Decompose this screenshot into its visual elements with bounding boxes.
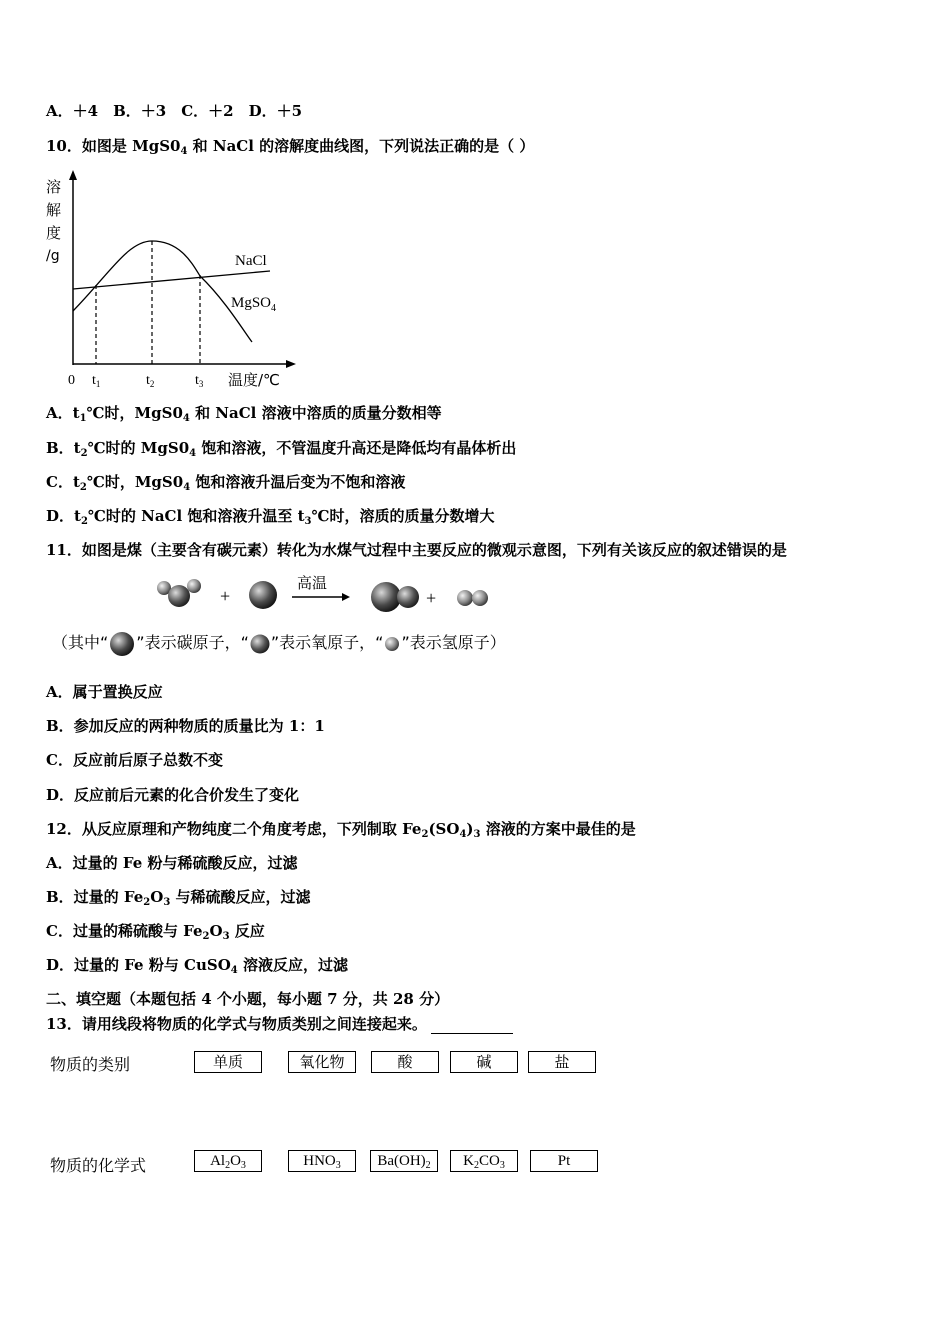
q12-c-1: C．过量的稀硫酸与 Fe (46, 922, 203, 940)
carbon-atom (371, 582, 401, 612)
x-axis-arrow (286, 360, 296, 368)
formula-box-pt[interactable]: Pt (530, 1150, 598, 1172)
mgso4-label (231, 295, 276, 314)
q10-a-2: ℃时，MgS0 (86, 404, 183, 422)
ylabel-char-2: 解 (46, 201, 62, 219)
formula-box-hno3[interactable] (288, 1150, 356, 1172)
q10-c-2: ℃时，MgS0 (86, 473, 184, 491)
tick-t3-main: t (195, 373, 199, 388)
q10-c-sub1: 2 (79, 482, 87, 493)
q12-d-sub1: 4 (230, 965, 238, 976)
tick-t2-sub: 2 (149, 379, 155, 389)
q10-option-a (46, 403, 442, 429)
row-label-formula: 物质的化学式 (50, 1156, 147, 1175)
q10-a-sub2: 4 (182, 413, 190, 424)
q12-stem-2: (SO (428, 820, 460, 838)
f4-s1: 2 (474, 1160, 479, 1171)
q12-d-1: D．过量的 Fe 粉与 CuSO (46, 956, 231, 974)
legend-carbon-atom (108, 632, 136, 656)
ylabel-char-4: /g (46, 248, 60, 264)
ylabel-char-3: 度 (46, 224, 62, 242)
f2-s1: 3 (335, 1160, 341, 1171)
formula-box-al2o3[interactable] (194, 1150, 262, 1172)
tick-t3-sub: 3 (198, 379, 204, 389)
q12-stem-1: 12．从反应原理和产物纯度二个角度考虑，下列制取 Fe (46, 820, 422, 838)
q12-stem-sub1: 2 (421, 829, 429, 840)
q10-b-sub2: 4 (189, 448, 197, 459)
tick-t1-main: t (92, 373, 96, 388)
q10-a-1: A．t (46, 404, 80, 422)
answer-blank[interactable] (431, 1017, 513, 1034)
co-molecule (371, 582, 419, 612)
legend-part-1: （其中“ (52, 633, 109, 652)
mgso4-label-text: MgSO (231, 295, 272, 311)
solubility-chart (40, 168, 310, 393)
q12-stem-sub2: 4 (459, 829, 467, 840)
q10-c-sub2: 4 (183, 482, 191, 493)
q10-option-b (46, 438, 516, 464)
hydrogen-atom (457, 590, 473, 606)
legend-part-4: ”表示氢原子） (401, 633, 506, 652)
f3-s1: 2 (425, 1160, 431, 1171)
carbon-atom (249, 581, 277, 609)
q10-b-sub1: 2 (80, 448, 88, 459)
q10-stem-post: 和 NaCl 的溶解度曲线图，下列说法正确的是（ ） (187, 137, 535, 155)
hydrogen-atom (187, 579, 201, 593)
q10-c-3: 饱和溶液升温后变为不饱和溶液 (190, 473, 406, 491)
f3-a: Ba(OH) (377, 1153, 426, 1169)
q10-d-1: D．t (46, 507, 81, 525)
q12-c-sub2: 3 (222, 931, 230, 942)
plus-sign: + (220, 586, 231, 606)
legend-part-3: ”表示氧原子，“ (270, 633, 384, 652)
category-box-acid[interactable]: 酸 (371, 1051, 439, 1073)
q12-option-a: A．过量的 Fe 粉与稀硫酸反应，过滤 (46, 854, 298, 872)
tick-t2 (146, 373, 154, 389)
legend-oxygen-atom (249, 633, 271, 655)
q12-b-sub1: 2 (143, 897, 151, 908)
q11-option-b: B．参加反应的两种物质的质量比为 1：1 (46, 717, 325, 735)
q10-b-1: B．t (46, 439, 81, 457)
q12-stem (46, 819, 636, 845)
f1-b: O (230, 1153, 241, 1169)
xlabel: 温度/℃ (228, 371, 280, 389)
q13-stem-text: 13．请用线段将物质的化学式与物质类别之间连接起来。 (46, 1015, 427, 1033)
mgso4-label-sub: 4 (271, 303, 277, 314)
q10-d-sub2: 3 (304, 516, 312, 527)
section-2-heading: 二、填空题（本题包括 4 个小题，每小题 7 分，共 28 分） (46, 990, 450, 1008)
origin-label: 0 (68, 373, 75, 388)
q11-option-c: C．反应前后原子总数不变 (46, 751, 223, 769)
legend-part-2: ”表示碳原子，“ (136, 633, 249, 652)
mgso4-curve (73, 241, 252, 342)
q10-b-3: 饱和溶液，不管温度升高还是降低均有晶体析出 (196, 439, 517, 457)
f2-a: HNO (303, 1153, 336, 1169)
q12-d-2: 溶液反应，过滤 (237, 956, 348, 974)
plus-sign: + (426, 588, 437, 608)
category-box-element[interactable]: 单质 (194, 1051, 262, 1073)
oxygen-atom (397, 586, 419, 608)
f1-s2: 3 (240, 1160, 246, 1171)
q12-option-d (46, 955, 348, 981)
h2-molecule (457, 590, 488, 606)
q10-d-sub1: 2 (80, 516, 88, 527)
row-label-category: 物质的类别 (50, 1055, 131, 1074)
q10-stem (46, 136, 534, 162)
category-box-oxide[interactable]: 氧化物 (288, 1051, 356, 1073)
q10-stem-sub: 4 (180, 146, 188, 157)
q12-stem-3: ) (466, 820, 474, 838)
f4-b: CO (479, 1153, 500, 1169)
q13-stem (46, 1014, 513, 1034)
q10-option-d (46, 506, 495, 532)
q12-b-3: 与稀硫酸反应，过滤 (170, 888, 311, 906)
q10-d-2: ℃时的 NaCl 饱和溶液升温至 t (87, 507, 305, 525)
hydrogen-atom (472, 590, 488, 606)
tick-t3 (195, 373, 204, 389)
q10-d-3: ℃时，溶质的质量分数增大 (311, 507, 495, 525)
nacl-label: NaCl (235, 253, 267, 269)
f1-a: Al (210, 1153, 226, 1169)
q9-options: A．＋4 B．＋3 C．＋2 D．＋5 (46, 102, 303, 120)
tick-t1 (92, 373, 100, 389)
reaction-diagram (140, 570, 500, 620)
q12-stem-sub3: 3 (473, 829, 481, 840)
q11-legend (52, 630, 506, 656)
water-molecule (157, 579, 201, 607)
formula-box-k2co3[interactable] (450, 1150, 518, 1172)
f4-a: K (463, 1153, 474, 1169)
q12-option-b (46, 887, 311, 913)
q12-option-c (46, 921, 265, 947)
category-box-salt[interactable]: 盐 (528, 1051, 596, 1073)
arrow-head (342, 593, 350, 601)
q12-b-sub2: 3 (163, 897, 171, 908)
q10-option-c (46, 472, 405, 498)
reaction-condition: 高温 (297, 574, 328, 592)
q12-stem-4: 溶液的方案中最佳的是 (480, 820, 636, 838)
q12-b-2: O (150, 888, 164, 906)
y-axis-arrow (69, 170, 77, 180)
ylabel-char-1: 溶 (46, 178, 62, 196)
q10-b-2: ℃时的 MgS0 (87, 439, 190, 457)
f4-s2: 3 (499, 1160, 505, 1171)
q12-c-sub1: 2 (202, 931, 210, 942)
tick-t2-main: t (146, 373, 150, 388)
f1-s1: 2 (225, 1160, 231, 1171)
q11-option-d: D．反应前后元素的化合价发生了变化 (46, 786, 300, 804)
oxygen-atom (168, 585, 190, 607)
q11-stem: 11．如图是煤（主要含有碳元素）转化为水煤气过程中主要反应的微观示意图，下列有关该反应的叙述错误的是 (46, 541, 787, 559)
legend-hydrogen-atom (383, 635, 401, 653)
category-box-base[interactable]: 碱 (450, 1051, 518, 1073)
q10-a-sub1: 1 (79, 413, 87, 424)
q12-c-2: O (209, 922, 223, 940)
formula-box-baoh2[interactable] (370, 1150, 438, 1172)
q10-c-1: C．t (46, 473, 80, 491)
nacl-line (73, 271, 270, 289)
q10-a-3: 和 NaCl 溶液中溶质的质量分数相等 (189, 404, 442, 422)
q10-stem-pre: 10．如图是 MgS0 (46, 137, 181, 155)
tick-t1-sub: 1 (95, 379, 101, 389)
q11-option-a: A．属于置换反应 (46, 683, 163, 701)
q12-b-1: B．过量的 Fe (46, 888, 144, 906)
q12-c-3: 反应 (229, 922, 265, 940)
